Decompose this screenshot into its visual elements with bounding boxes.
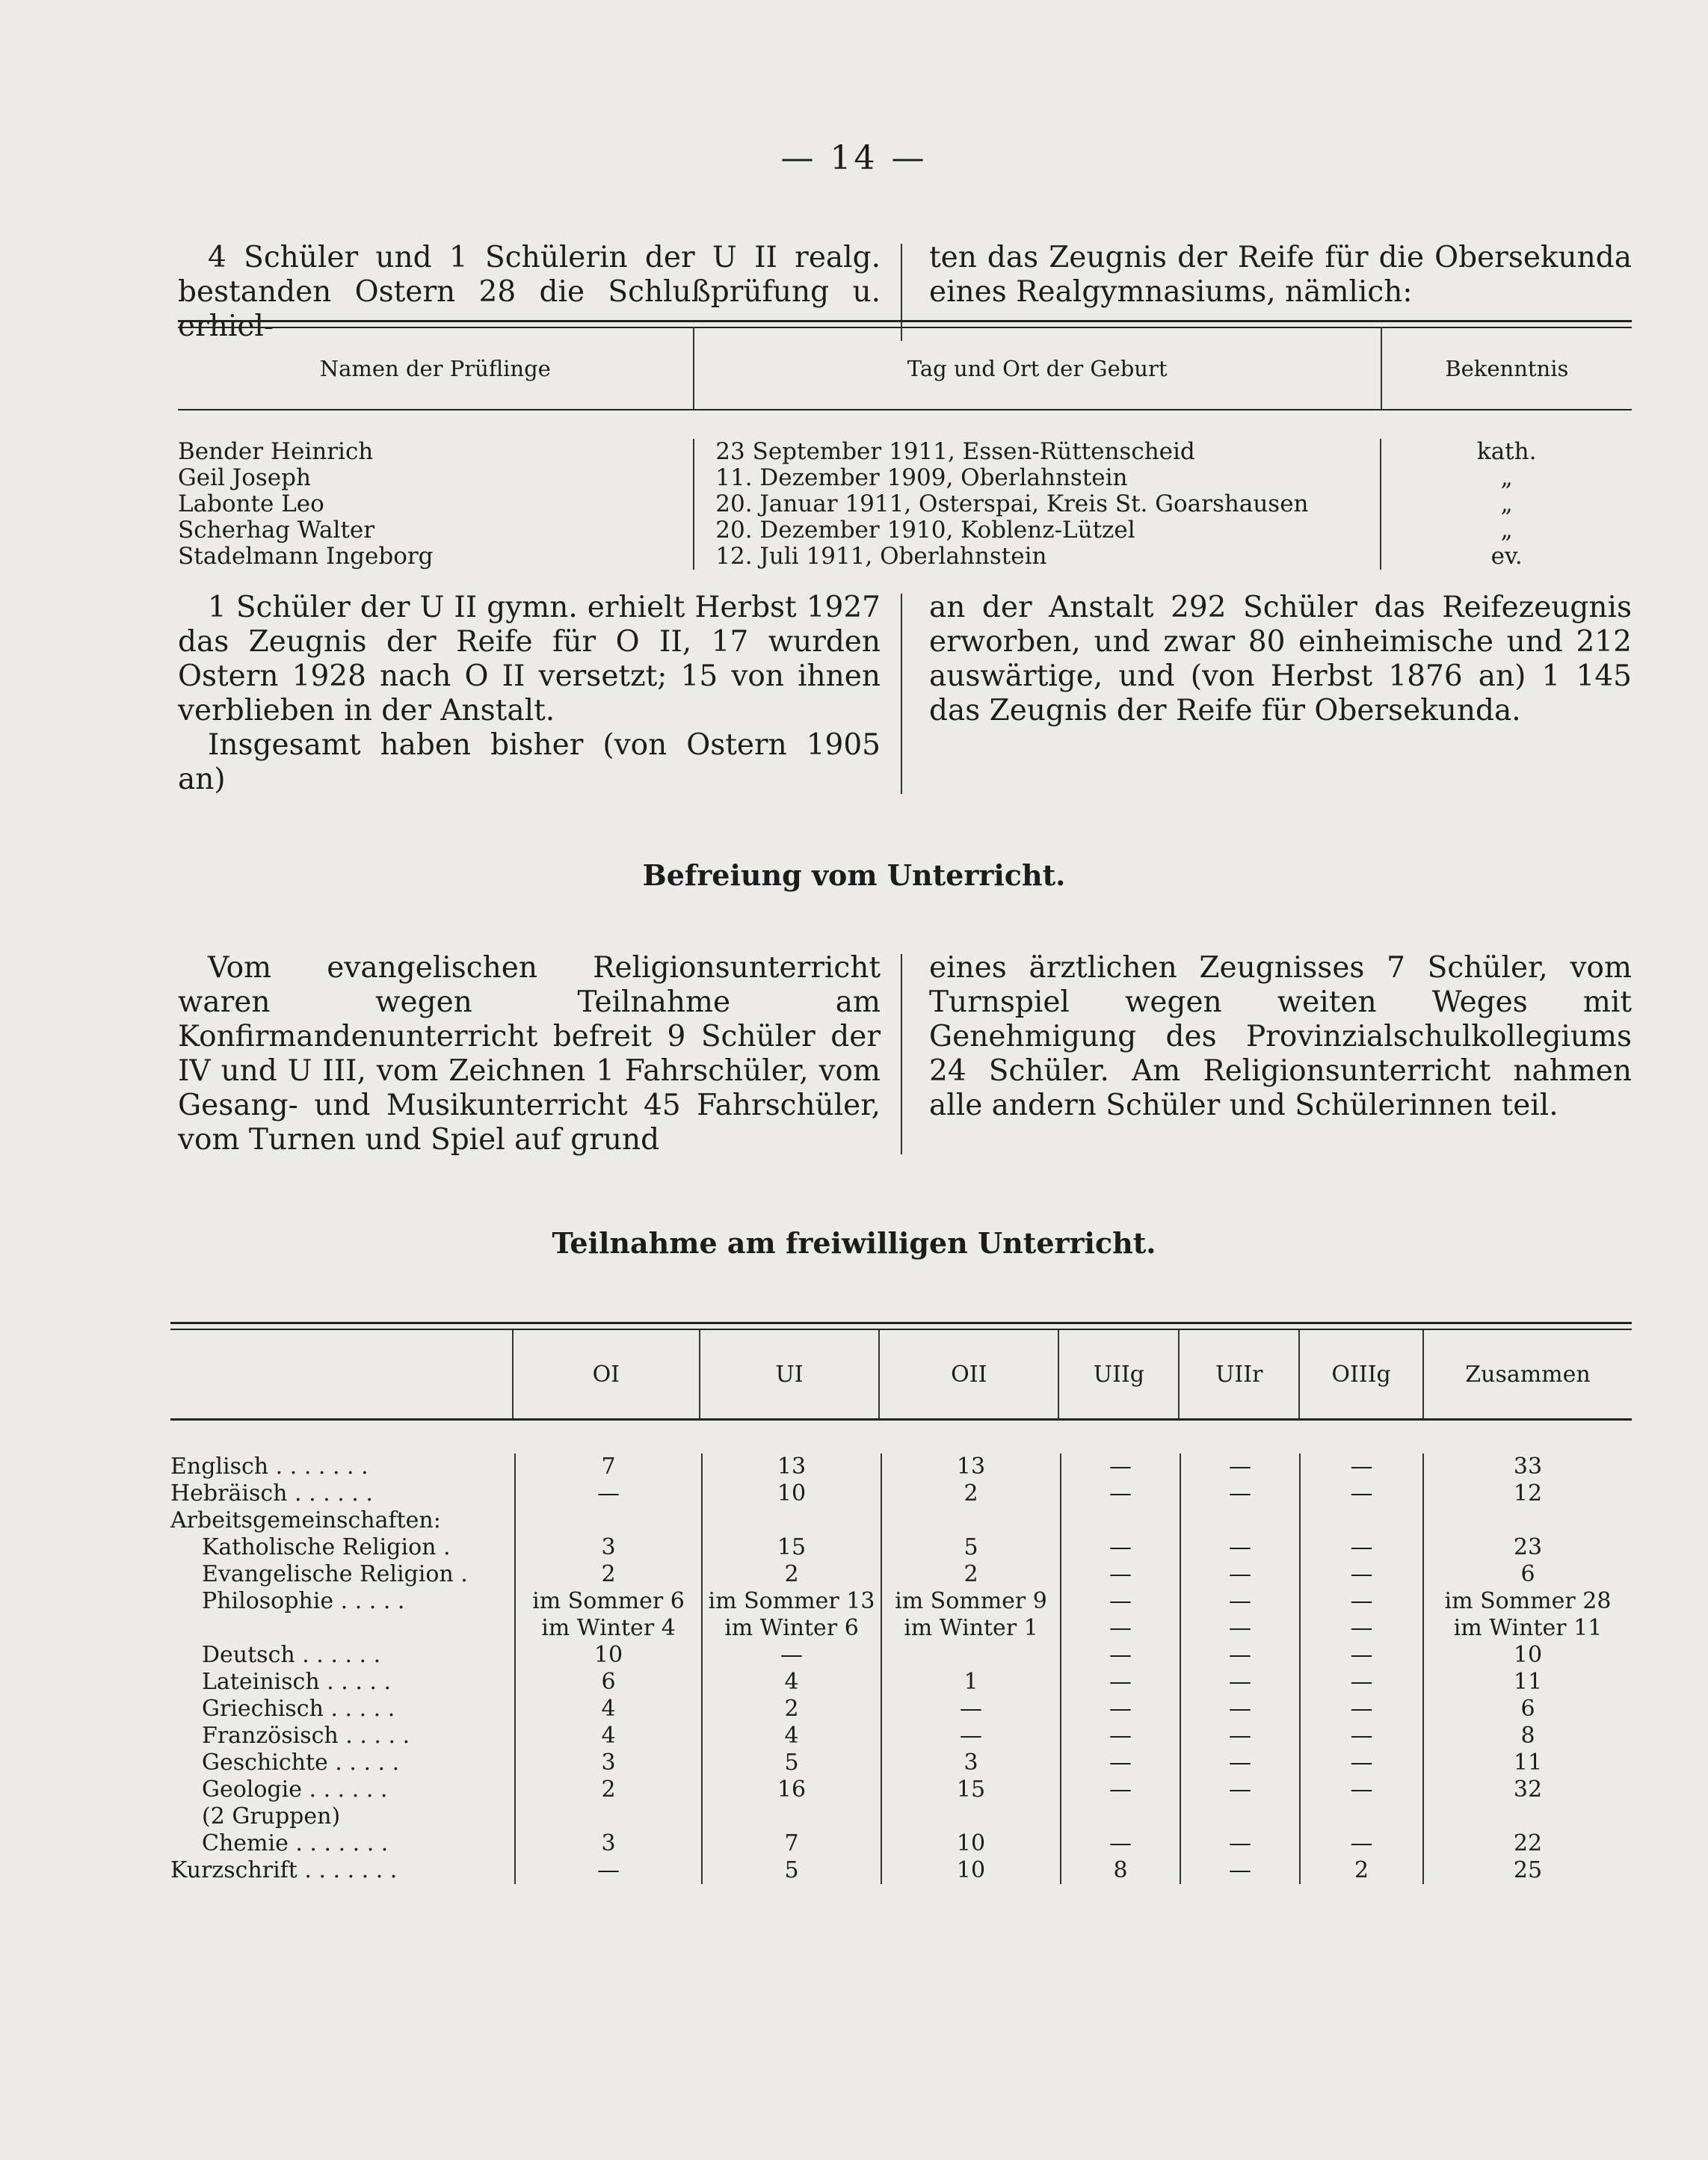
- table-cell: —: [1350, 1669, 1373, 1695]
- table-cell: —: [1229, 1615, 1251, 1641]
- subject-cell: Kurzschrift . . . . . . .: [170, 1857, 398, 1883]
- table-cell: 3: [601, 1830, 616, 1856]
- table-cell: im Sommer 6: [532, 1588, 685, 1614]
- subject-cell: (2 Gruppen): [202, 1803, 341, 1830]
- table-cell: 5: [964, 1534, 978, 1560]
- table-cell: [1424, 1803, 1632, 1830]
- table-cell: —: [1229, 1750, 1251, 1776]
- table-cell: ev.: [1490, 543, 1523, 570]
- table-cell: 8: [1520, 1723, 1535, 1749]
- table-cell: 22: [1513, 1830, 1543, 1856]
- table-cell: 12: [1513, 1480, 1543, 1507]
- table-cell: —: [1350, 1776, 1373, 1803]
- table-cell: 15: [777, 1534, 807, 1560]
- subject-cell: Deutsch . . . . . .: [202, 1642, 381, 1668]
- table-cell: 6: [601, 1669, 616, 1695]
- summary-right: an der Anstalt 292 Schüler das Reifezeugnis erworben, und zwar 80 einheimische und 212 auswärtige, und (von Herbst 1876 an) 1 145 das Zeugnis der Reife für Obersekunda.: [929, 591, 1632, 727]
- table-cell: —: [1350, 1830, 1373, 1856]
- table-cell: —: [1229, 1453, 1251, 1480]
- table-cell: 6: [1520, 1696, 1535, 1722]
- table-cell: 33: [1513, 1453, 1543, 1480]
- table-cell: [1181, 1507, 1299, 1534]
- column-divider: [901, 594, 902, 794]
- table-cell: 20. Dezember 1910, Koblenz-Lützel: [715, 517, 1135, 544]
- heading-befreiung: Befreiung vom Unterricht.: [642, 858, 1066, 892]
- table-cell: [1061, 1803, 1180, 1830]
- intro-left: 4 Schüler und 1 Schülerin der U II realg. bestanden Ostern 28 die Schlußprüfung u. erhiel-: [178, 241, 881, 343]
- table-cell: —: [1109, 1776, 1132, 1803]
- intro-right: ten das Zeugnis der Reife für die Obersekunda eines Realgymnasiums, nämlich:: [929, 241, 1632, 309]
- table-top-rule: [178, 320, 1632, 328]
- table-cell: 13: [956, 1453, 986, 1480]
- table-cell: —: [1109, 1480, 1132, 1507]
- table-cell: 2: [964, 1480, 978, 1507]
- table-cell: 8: [1113, 1857, 1128, 1883]
- table-cell: 7: [784, 1830, 799, 1856]
- table-cell: 4: [784, 1669, 799, 1695]
- table-cell: 10: [1513, 1642, 1543, 1668]
- table-cell: [882, 1642, 1060, 1669]
- table-cell: im Winter 1: [904, 1615, 1038, 1641]
- table-cell: im Sommer 13: [708, 1588, 875, 1614]
- table-cell: kath.: [1476, 438, 1537, 465]
- table-cell: „: [1500, 464, 1513, 491]
- table-cell: —: [1109, 1830, 1132, 1856]
- table-cell: —: [1350, 1723, 1373, 1749]
- befreiung-left: Vom evangelischen Religionsunterricht waren wegen Teilnahme am Konfirmandenunterricht befreit 9 Schüler der IV und U III, vom Zeichnen 1 Fahrschüler, vom Gesang- und Musikunterricht 45 Fahrschüler, vom Turnen und Spiel auf grund: [178, 951, 881, 1157]
- lessons-table-body: [170, 1421, 1632, 1884]
- table-cell: 23 September 1911, Essen-Rüttenscheid: [715, 438, 1195, 465]
- subject-cell: Geologie . . . . . .: [202, 1776, 388, 1803]
- table-cell: —: [1109, 1588, 1132, 1614]
- table-cell: [882, 1803, 1060, 1830]
- table-cell: [703, 1803, 881, 1830]
- table-cell: —: [1229, 1669, 1251, 1695]
- table-cell: —: [1109, 1453, 1132, 1480]
- table-cell: 11: [1513, 1669, 1543, 1695]
- exam-table-body: [178, 410, 1632, 570]
- header-uiig: UIIg: [1058, 1330, 1178, 1418]
- table-cell: 12. Juli 1911, Oberlahnstein: [715, 543, 1047, 570]
- table-cell: —: [1109, 1615, 1132, 1641]
- summary-left-text-2: Insgesamt haben bisher (von Ostern 1905 an): [178, 728, 881, 796]
- table-cell: 10: [777, 1480, 807, 1507]
- header-birth: Tag und Ort der Geburt: [693, 328, 1381, 409]
- table-cell: —: [1109, 1642, 1132, 1668]
- table-cell: —: [1350, 1534, 1373, 1560]
- oi-column: [514, 1453, 701, 1884]
- table-cell: —: [1229, 1534, 1251, 1560]
- table-row: Geil Joseph: [178, 464, 311, 491]
- lessons-table: [170, 1322, 1632, 1884]
- table-cell: —: [1229, 1830, 1251, 1856]
- table-cell: „: [1500, 490, 1513, 517]
- exam-table-header: [178, 328, 1632, 410]
- subject-column: [170, 1453, 514, 1884]
- table-cell: —: [1229, 1480, 1251, 1507]
- exam-table: [178, 320, 1632, 570]
- table-cell: —: [960, 1723, 982, 1749]
- table-cell: 10: [594, 1642, 623, 1668]
- table-cell: 3: [964, 1750, 978, 1776]
- table-cell: —: [1109, 1669, 1132, 1695]
- table-cell: —: [1350, 1696, 1373, 1722]
- table-row: Stadelmann Ingeborg: [178, 543, 434, 570]
- table-cell: —: [1109, 1723, 1132, 1749]
- religion-column: [1380, 439, 1632, 570]
- table-cell: —: [1109, 1696, 1132, 1722]
- subject-cell: Lateinisch . . . . .: [202, 1669, 392, 1695]
- subject-cell: Griechisch . . . . .: [202, 1696, 395, 1722]
- table-cell: [516, 1507, 701, 1534]
- table-cell: 2: [601, 1561, 616, 1587]
- subject-cell: Arbeitsgemeinschaften:: [170, 1507, 441, 1533]
- column-divider: [901, 954, 902, 1154]
- names-column: [178, 439, 693, 570]
- subject-cell: Evangelische Religion .: [202, 1561, 468, 1587]
- table-cell: [1301, 1803, 1422, 1830]
- table-cell: 2: [1354, 1857, 1369, 1883]
- table-cell: 2: [784, 1696, 799, 1722]
- table-cell: —: [1350, 1615, 1373, 1641]
- table-cell: —: [1109, 1534, 1132, 1560]
- table-cell: —: [1229, 1857, 1251, 1883]
- subject-cell: Französisch . . . . .: [202, 1723, 410, 1749]
- table-row: Scherhag Walter: [178, 517, 375, 544]
- lessons-table-header: [170, 1330, 1632, 1421]
- summary-section: [178, 591, 1632, 797]
- table-cell: —: [597, 1480, 620, 1507]
- befreiung-right: eines ärztlichen Zeugnisses 7 Schüler, vom Turnspiel wegen weiten Weges mit Genehmigung des Provinzialschulkollegiums 24 Schüler. Am Religionsunterricht nahmen alle andern Schüler und Schülerinnen teil.: [929, 951, 1632, 1122]
- subject-cell: Philosophie . . . . .: [202, 1588, 405, 1614]
- table-cell: —: [1350, 1750, 1373, 1776]
- table-cell: 15: [956, 1776, 986, 1803]
- table-cell: —: [1229, 1723, 1251, 1749]
- summary-left: [178, 591, 881, 797]
- subject-cell: Chemie . . . . . . .: [202, 1830, 389, 1856]
- table-cell: 2: [601, 1776, 616, 1803]
- table-cell: 10: [956, 1830, 986, 1856]
- heading-teilnahme: Teilnahme am freiwilligen Unterricht.: [552, 1226, 1156, 1260]
- table-row: Labonte Leo: [178, 490, 324, 517]
- oiiig-column: [1299, 1453, 1422, 1884]
- table-cell: —: [1229, 1642, 1251, 1668]
- subject-cell: Hebräisch . . . . . .: [170, 1480, 373, 1507]
- table-cell: 16: [777, 1776, 807, 1803]
- table-row: Bender Heinrich: [178, 438, 374, 465]
- table-cell: 7: [601, 1453, 616, 1480]
- table-cell: [1181, 1803, 1299, 1830]
- table-cell: —: [1109, 1750, 1132, 1776]
- table-cell: 2: [964, 1561, 978, 1587]
- table-cell: —: [780, 1642, 803, 1668]
- table-cell: 13: [777, 1453, 807, 1480]
- table-cell: [1301, 1507, 1422, 1534]
- table-cell: —: [960, 1696, 982, 1722]
- table-cell: —: [1350, 1561, 1373, 1587]
- table-cell: 3: [601, 1750, 616, 1776]
- table-cell: 6: [1520, 1561, 1535, 1587]
- table-cell: 11: [1513, 1750, 1543, 1776]
- table-cell: —: [1109, 1561, 1132, 1587]
- table-cell: 4: [601, 1723, 616, 1749]
- summary-left-text: 1 Schüler der U II gymn. erhielt Herbst 1927 das Zeugnis der Reife für O II, 17 wurden Ostern 1928 nach O II versetzt; 15 von ihnen verblieben in der Anstalt.: [178, 591, 881, 727]
- table-cell: —: [1350, 1588, 1373, 1614]
- table-cell: —: [1350, 1480, 1373, 1507]
- header-zusammen: Zusammen: [1422, 1330, 1632, 1418]
- table-cell: [1061, 1507, 1180, 1534]
- header-ui: UI: [699, 1330, 878, 1418]
- table-cell: 5: [784, 1857, 799, 1883]
- ui-column: [701, 1453, 881, 1884]
- header-uiir: UIIr: [1178, 1330, 1298, 1418]
- birth-column: [693, 439, 1380, 570]
- table-cell: im Sommer 9: [895, 1588, 1047, 1614]
- table-cell: —: [1229, 1696, 1251, 1722]
- table-cell: 20. Januar 1911, Osterspai, Kreis St. Goarshausen: [715, 490, 1309, 517]
- table-cell: —: [1350, 1453, 1373, 1480]
- table-cell: 5: [784, 1750, 799, 1776]
- table-cell: —: [1350, 1642, 1373, 1668]
- table-cell: 25: [1513, 1857, 1543, 1883]
- subject-cell: Geschichte . . . . .: [202, 1750, 400, 1776]
- table-cell: [1424, 1507, 1632, 1534]
- table-cell: 23: [1513, 1534, 1543, 1560]
- table-cell: im Winter 4: [541, 1615, 676, 1641]
- table-cell: [703, 1507, 881, 1534]
- zusammen-column: [1422, 1453, 1632, 1884]
- header-subject: [170, 1330, 512, 1418]
- table-cell: 4: [784, 1723, 799, 1749]
- header-oi: OI: [512, 1330, 699, 1418]
- table-cell: [882, 1507, 1060, 1534]
- table-cell: —: [597, 1857, 620, 1883]
- table-cell: —: [1229, 1776, 1251, 1803]
- table-cell: im Winter 11: [1453, 1615, 1603, 1641]
- page-number: — 14 —: [780, 139, 928, 177]
- header-religion: Bekenntnis: [1381, 328, 1632, 409]
- uiig-column: [1060, 1453, 1180, 1884]
- subject-cell: Englisch . . . . . . .: [170, 1453, 369, 1480]
- subject-cell: Katholische Religion .: [202, 1534, 451, 1560]
- table-cell: —: [1229, 1561, 1251, 1587]
- table-top-rule: [170, 1322, 1632, 1330]
- table-cell: [516, 1803, 701, 1830]
- table-cell: 2: [784, 1561, 799, 1587]
- table-cell: im Winter 6: [724, 1615, 859, 1641]
- header-oiiig: OIIIg: [1298, 1330, 1422, 1418]
- befreiung-section: [178, 951, 1632, 1157]
- table-cell: 32: [1513, 1776, 1543, 1803]
- header-names: Namen der Prüflinge: [319, 356, 551, 381]
- subject-cell: [170, 1615, 514, 1642]
- table-cell: 4: [601, 1696, 616, 1722]
- oii-column: [881, 1453, 1060, 1884]
- table-cell: im Sommer 28: [1444, 1588, 1612, 1614]
- uiir-column: [1180, 1453, 1299, 1884]
- table-cell: „: [1500, 517, 1513, 544]
- table-cell: 3: [601, 1534, 616, 1560]
- table-cell: —: [1229, 1588, 1251, 1614]
- table-cell: 11. Dezember 1909, Oberlahnstein: [715, 464, 1128, 491]
- table-cell: 10: [956, 1857, 986, 1883]
- header-oii: OII: [878, 1330, 1058, 1418]
- table-cell: 1: [964, 1669, 978, 1695]
